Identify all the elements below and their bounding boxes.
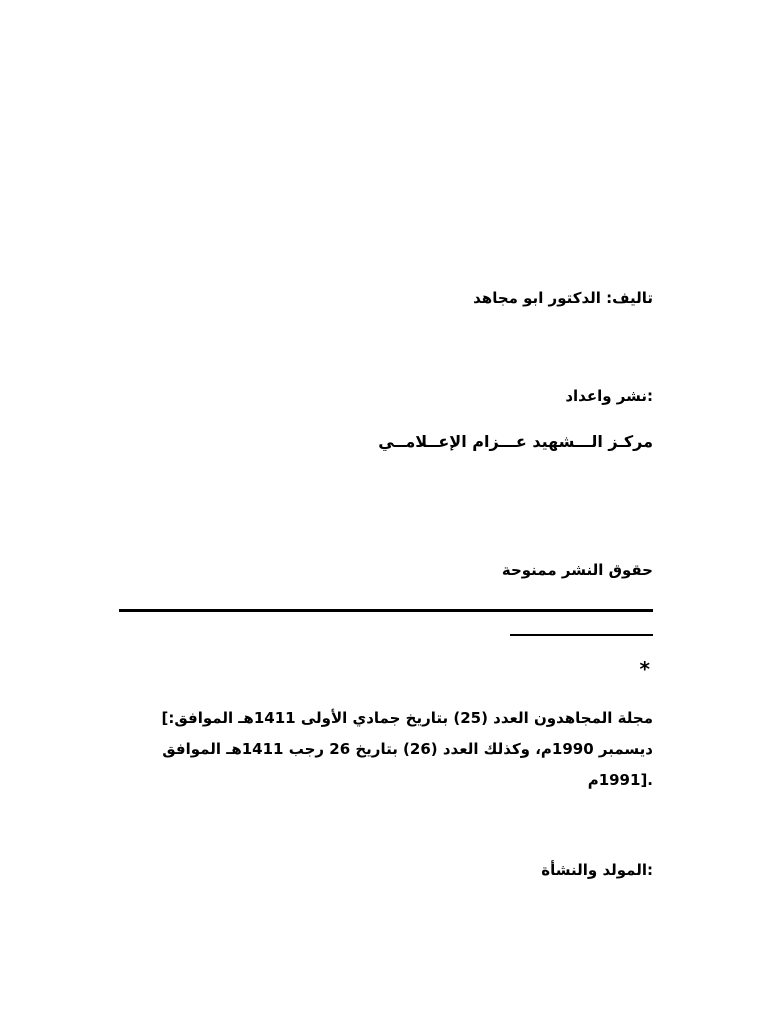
author-line: تاليف: الدكتور ابو مجاهد	[473, 289, 653, 307]
publisher-name: مركـز الـــشهيد عـــزام الإعــلامــي	[378, 432, 653, 451]
divider-long	[119, 609, 653, 612]
birth-heading: :المولد والنشأة	[541, 861, 653, 879]
citation-line: .[1991م	[587, 771, 653, 789]
divider-short	[510, 634, 653, 636]
publish-label: :نشر واعداد	[565, 387, 653, 405]
citation-line: مجلة المجاهدون العدد (25) بتاريخ جمادي الأولى 1411هـ الموافق:]	[161, 709, 653, 727]
citation-line: ديسمبر 1990م، وكذلك العدد (26) بتاريخ 26 رجب 1411هـ الموافق	[162, 740, 653, 758]
citation-paragraph	[128, 703, 653, 796]
rights-statement: حقوق النشر ممنوحة	[501, 561, 653, 579]
footnote-asterisk: *	[639, 657, 650, 681]
